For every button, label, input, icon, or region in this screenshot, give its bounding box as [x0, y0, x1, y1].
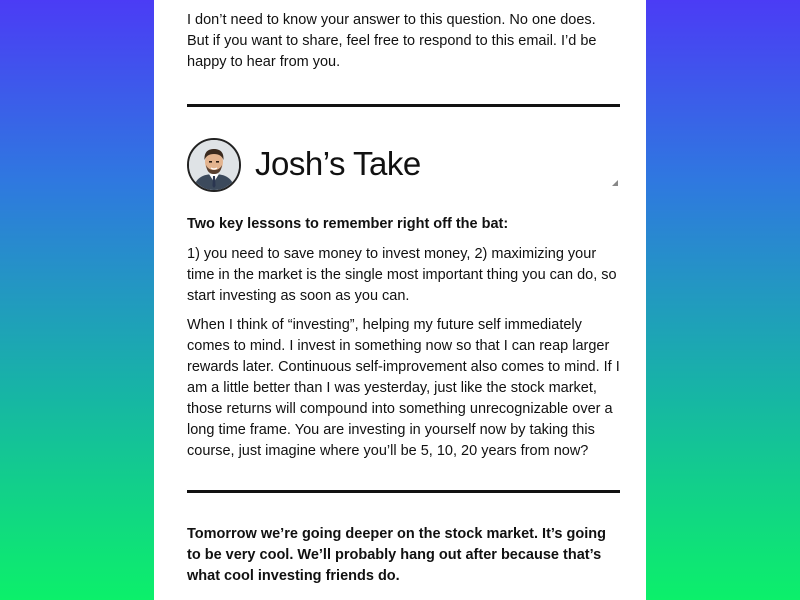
investing-paragraph: When I think of “investing”, helping my future self immediately comes to mind. I invest in something now so that I can reap larger rewards later. Continuous self-improvement also comes to mind. If I am a little better than I was yesterday, just like the stock market, those returns will compound into something unrecognizable over a long time frame. You are investing in yourself now by taking this course, just imagine where you’ll be 5, 10, 20 years from now? — [187, 317, 620, 459]
section-divider — [187, 104, 620, 107]
section-divider — [187, 490, 620, 493]
lessons-paragraph: 1) you need to save money to invest money, 2) maximizing your time in the market is the single most important thing you can do, so start investing as soon as you can. — [187, 246, 617, 304]
intro-paragraph: I don’t need to know your answer to this question. No one does. But if you want to share, feel free to respond to this email. I’d be happy to hear from you. — [187, 12, 597, 70]
section-lead: Two key lessons to remember right off the bat: — [187, 216, 509, 232]
avatar — [187, 138, 241, 192]
email-body — [154, 0, 646, 600]
section-title: Josh’s Take — [255, 145, 421, 182]
section-header — [187, 138, 620, 194]
resize-handle-icon — [612, 180, 618, 186]
person-portrait-icon — [189, 140, 239, 190]
closing-paragraph: Tomorrow we’re going deeper on the stock market. It’s going to be very cool. We’ll probably hang out after because that’s what cool investing friends do. — [187, 526, 606, 584]
